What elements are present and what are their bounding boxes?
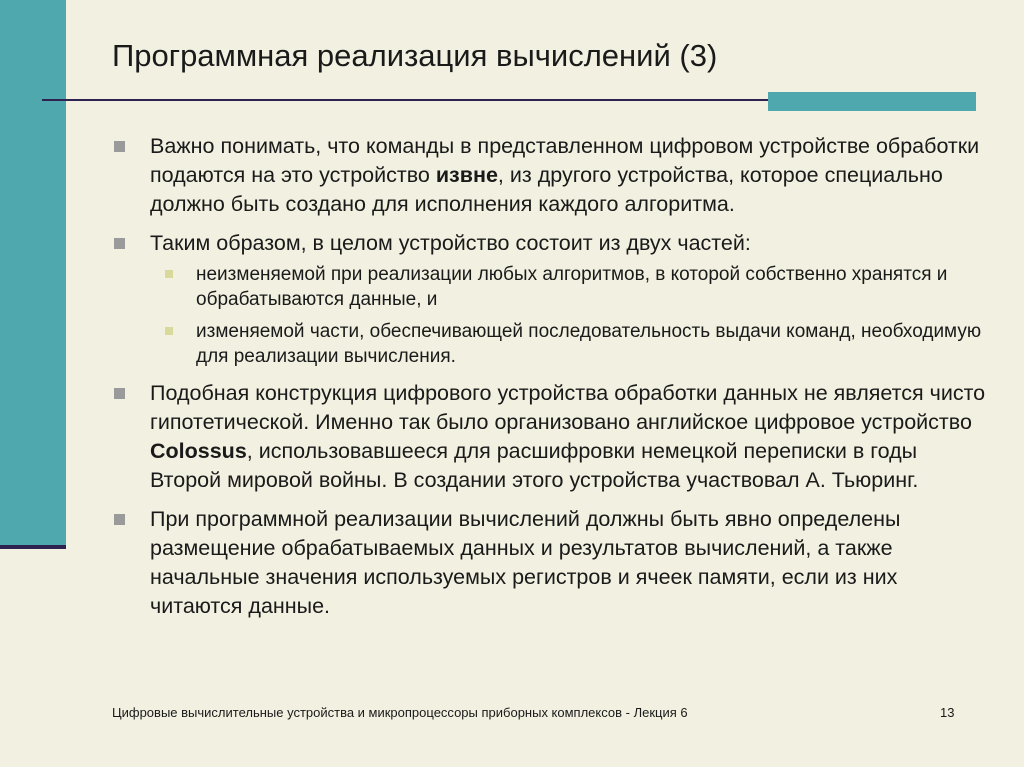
page-number: 13 [940, 705, 955, 720]
bullet-text-2: Таким образом, в целом устройство состоит из двух частей: [150, 231, 751, 255]
bullet-text-4: При программной реализации вычислений должны быть явно определены размещение обрабатываемых данных и результатов вычислений, а также начальные значения используемых регистров и ячеек памяти, если из них читаются данные. [150, 507, 901, 618]
sub-bullet-text-2: изменяемой части, обеспечивающей последовательность выдачи команд, необходимую для реализации вычисления. [196, 321, 982, 367]
sub-bullet-text-1: неизменяемой при реализации любых алгоритмов, в которой собственно хранятся и обрабатываются данные, и [196, 264, 948, 310]
slide-content [112, 132, 992, 631]
left-accent-bar-cap [0, 545, 66, 549]
bullet-text-3-bold: Colossus [150, 439, 247, 463]
bullet-item-4 [112, 505, 992, 621]
sub-bullet-item-1 [160, 262, 992, 312]
square-sub-bullet-icon [165, 327, 173, 335]
bullet-text-3-start: Подобная конструкция цифрового устройства обработки данных не является чисто гипотетической. Именно так было организовано английское цифровое устройство [150, 381, 986, 434]
square-bullet-icon [114, 141, 125, 152]
square-bullet-icon [114, 388, 125, 399]
square-bullet-icon [114, 514, 125, 525]
left-accent-bar [0, 0, 66, 545]
bullet-text-1-end: , из другого устройства, которое специально должно быть создано для исполнения каждого алгоритма. [150, 163, 943, 216]
slide-footer: Цифровые вычислительные устройства и микропроцессоры приборных комплексов - Лекция 6 [112, 705, 688, 720]
title-accent-block [768, 92, 976, 111]
bullet-text-1-start: Важно понимать, что команды в представленном цифровом устройстве обработки подаются на это устройство [150, 134, 980, 187]
sub-bullet-item-2 [160, 319, 992, 369]
bullet-item-2 [112, 229, 992, 258]
bullet-item-1 [112, 132, 992, 219]
square-sub-bullet-icon [165, 270, 173, 278]
bullet-text-3-end: , использовавшееся для расшифровки немецкой переписки в годы Второй мировой войны. В создании этого устройства участвовал А. Тьюринг. [150, 439, 919, 492]
slide-title: Программная реализация вычислений (3) [112, 38, 718, 73]
bullet-text-1-bold: извне [435, 163, 498, 187]
sub-bullet-list [112, 262, 992, 369]
bullet-item-3 [112, 379, 992, 495]
square-bullet-icon [114, 238, 125, 249]
